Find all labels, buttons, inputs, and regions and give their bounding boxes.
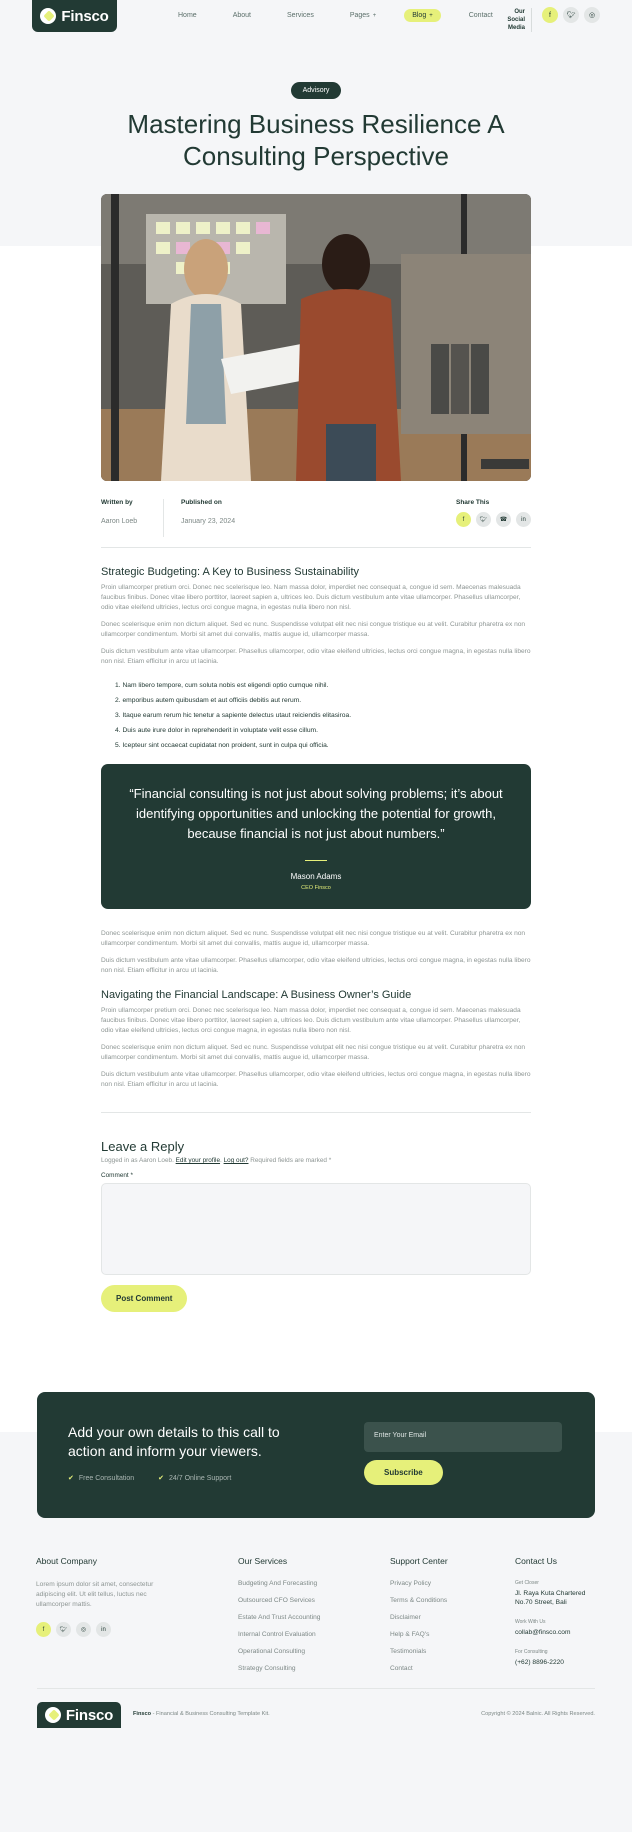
logo-text: Finsco (61, 7, 109, 25)
subscribe-button[interactable]: Subscribe (364, 1460, 443, 1485)
site-footer (36, 1556, 596, 1671)
contact-phone[interactable]: (+62) 8896-2220 (515, 1659, 564, 1666)
page-title: Mastering Business Resilience A Consulting Perspective (127, 109, 505, 171)
nav-blog[interactable] (404, 9, 441, 22)
publish-date: January 23, 2024 (181, 518, 236, 525)
instagram-icon[interactable]: ◎ (76, 1622, 91, 1637)
twitter-icon[interactable]: 🐦︎ (476, 512, 491, 527)
list-item: Icepteur sint occaecat cupidatat non proident, sunt in culpa qui officia. (122, 742, 329, 749)
author-block (101, 499, 164, 537)
instagram-icon[interactable]: ◎ (584, 7, 600, 23)
paragraph: Duis dictum vestibulum ante vitae ullamcorper. Phasellus ullamcorper, odio vitae eleifend ultricies, lectus orci congue magna, in egestas nulla libero non nisl. Etiam efficitur in arcu ut lacinia. (101, 648, 531, 665)
footer-brand: Finsco (133, 1711, 152, 1717)
footer-heading: Contact Us (515, 1556, 558, 1566)
nav-pages-label: Pages (349, 12, 370, 19)
nav-about[interactable]: About (232, 12, 251, 19)
contact-label: Get Closer (515, 1580, 539, 1586)
main-nav (170, 9, 521, 22)
share-label: Share This (456, 499, 490, 506)
plus-icon: + (429, 13, 433, 19)
footer-link[interactable]: Strategy Consulting (238, 1665, 296, 1672)
cta-title: Add your own details to this call to action and inform your viewers. (68, 1424, 280, 1459)
list-item: emporibus autem quibusdam et aut officiis debitis aut rerum. (122, 697, 302, 704)
category-tag[interactable]: Advisory (291, 82, 342, 99)
footer-link[interactable]: Help & FAQ's (390, 1631, 430, 1638)
list-item: Itaque earum rerum hic tenetur a sapiente delectus utaut reiciendis elitasiroa. (122, 712, 352, 719)
footer-link[interactable]: Privacy Policy (390, 1580, 432, 1587)
footer-link[interactable]: Disclaimer (390, 1614, 421, 1621)
cta-feature (68, 1474, 134, 1482)
facebook-icon[interactable]: f (456, 512, 471, 527)
contact-label: Work With Us (515, 1619, 546, 1625)
date-block (164, 499, 235, 537)
post-meta (101, 499, 531, 537)
footer-link[interactable]: Outsourced CFO Services (238, 1597, 315, 1604)
comment-label: Comment * (101, 1172, 133, 1179)
numbered-list (115, 682, 531, 749)
header-social-links (542, 7, 600, 23)
nav-contact[interactable]: Contact (468, 12, 493, 19)
footer-bottom-bar (37, 1702, 595, 1728)
divider (101, 547, 531, 548)
logout-link[interactable]: Log out? (223, 1157, 249, 1164)
footer-about (36, 1556, 171, 1637)
cta-feature-label: 24/7 Online Support (169, 1475, 232, 1482)
blockquote (101, 764, 531, 909)
footer-heading: Support Center (390, 1556, 448, 1566)
contact-label: For Consulting (515, 1649, 548, 1655)
paragraph: Donec scelerisque enim non dictum aliquet. Sed ec nunc. Suspendisse volutpat elit nec nisi congue tristique eu at velit. Curabitur pharetra ex non ullamcorper condimentum. Morbi sit amet dui convallis, mattis augue id, ullamcorper massa. (101, 621, 526, 638)
footer-link[interactable]: Budgeting And Forecasting (238, 1580, 318, 1587)
nav-home[interactable]: Home (178, 12, 197, 19)
quote-author: Mason Adams (290, 872, 342, 881)
paragraph: Duis dictum vestibulum ante vitae ullamcorper. Phasellus ullamcorper, odio vitae eleifend ultricies, lectus orci congue magna, in egestas nulla libero non nisl. Etiam efficitur in arcu ut lacinia. (101, 957, 531, 974)
share-block (456, 499, 531, 527)
cta-feature-label: Free Consultation (78, 1475, 135, 1482)
footer-tagline (133, 1711, 270, 1717)
footer-heading: About Company (36, 1556, 97, 1566)
paragraph: Proin ullamcorper pretium orci. Donec nec scelerisque leo. Nam massa dolor, imperdiet nec consequat a, congue id sem. Maecenas malesuada faucibus finibus. Donec vitae libero porttitor, laoreet sapien a, ultrices leo. Duis dictum vestibulum ante vitae ullamcorper. Phasellus ullamcorper, odio vitae eleifend ultricies, lectus orci congue magna, in egestas nulla libero non nisl. (101, 584, 521, 611)
contact-address: Jl. Raya Kuta Chartered No.70 Street, Bali (515, 1590, 586, 1606)
footer-contact (515, 1556, 596, 1679)
logo-mark-icon (45, 1707, 61, 1723)
social-label: Our Social Media (498, 8, 532, 32)
logo-text: Finsco (65, 1706, 114, 1724)
email-input[interactable]: Enter Your Email (364, 1422, 562, 1452)
list-item: Nam libero tempore, cum soluta nobis est eligendi optio cumque nihil. (122, 682, 329, 689)
logged-in-note: Logged in as Aaron Loeb. Edit your profile. Log out? Required fields are marked * (101, 1157, 332, 1164)
twitter-icon[interactable]: 🐦︎ (56, 1622, 71, 1637)
check-icon: ✔ (158, 1475, 165, 1482)
quote-text: “Financial consulting is not just about solving problems; it’s about identifying opportunities and unlocking the potential for growth, because financial is not just about numbers.” (129, 786, 503, 841)
nav-blog-label: Blog (412, 12, 427, 19)
reply-title: Leave a Reply (101, 1139, 185, 1154)
quote-divider (305, 860, 327, 861)
logo[interactable] (32, 0, 117, 32)
paragraph: Duis dictum vestibulum ante vitae ullamcorper. Phasellus ullamcorper, odio vitae eleifend ultricies, lectus orci congue magna, in egestas nulla libero non nisl. Etiam efficitur in arcu ut lacinia. (101, 1071, 531, 1088)
nav-services[interactable]: Services (286, 12, 314, 19)
paragraph: Donec scelerisque enim non dictum aliquet. Sed ec nunc. Suspendisse volutpat elit nec nisi congue tristique eu at velit. Curabitur pharetra ex non ullamcorper condimentum. Morbi sit amet dui convallis, mattis augue id, ullamcorper massa. (101, 1044, 526, 1061)
paragraph: Donec scelerisque enim non dictum aliquet. Sed ec nunc. Suspendisse volutpat elit nec nisi congue tristique eu at velit. Curabitur pharetra ex non ullamcorper condimentum. Morbi sit amet dui convallis, mattis augue id, ullamcorper massa. (101, 930, 526, 947)
published-label: Published on (181, 499, 222, 506)
cta-feature (158, 1474, 231, 1482)
newsletter-cta (37, 1392, 595, 1518)
written-by-label: Written by (101, 499, 133, 506)
footer-link[interactable]: Operational Consulting (238, 1648, 306, 1655)
list-item: Duis aute irure dolor in reprehenderit in voluptate velit esse cillum. (122, 727, 318, 734)
article-body (101, 566, 531, 1090)
contact-email[interactable]: collab@finsco.com (515, 1629, 571, 1636)
author-name[interactable]: Aaron Loeb (101, 518, 138, 525)
comment-textarea[interactable] (101, 1183, 531, 1275)
post-comment-button[interactable]: Post Comment (101, 1285, 187, 1312)
facebook-icon[interactable]: f (36, 1622, 51, 1637)
edit-profile-link[interactable]: Edit your profile (175, 1157, 221, 1164)
footer-heading: Our Services (238, 1556, 288, 1566)
section-heading: Strategic Budgeting: A Key to Business Sustainability (101, 566, 360, 578)
footer-link[interactable]: Terms & Conditions (390, 1597, 448, 1604)
comment-form (101, 1139, 531, 1312)
footer-link[interactable]: Testimonials (390, 1648, 427, 1655)
required-note: Required fields are marked * (250, 1157, 332, 1164)
footer-link[interactable]: Estate And Trust Accounting (238, 1614, 321, 1621)
paragraph: Proin ullamcorper pretium orci. Donec nec scelerisque leo. Nam massa dolor, imperdiet nec consequat a, congue id sem. Maecenas malesuada faucibus finibus. Donec vitae libero porttitor, laoreet sapien a, ultrices leo. Duis dictum vestibulum ante vitae ullamcorper. Phasellus ullamcorper, odio vitae eleifend ultricies, lectus orci congue magna, in egestas nulla libero non nisl. (101, 1007, 521, 1034)
copyright: Copyright © 2024 Balnic. All Rights Reserved. (481, 1711, 595, 1717)
logo-mark-icon (40, 8, 56, 24)
footer-services (238, 1556, 320, 1682)
footer-about-text: Lorem ipsum dolor sit amet, consectetur adipiscing elit. Ut elit tellus, luctus nec ullamcorper mattis. (36, 1581, 154, 1608)
linkedin-icon[interactable]: in (96, 1622, 111, 1637)
logged-in-text: Logged in as Aaron Loeb. (101, 1157, 174, 1164)
twitter-icon[interactable]: 🐦︎ (563, 7, 579, 23)
nav-pages[interactable] (342, 9, 384, 22)
hero-image (101, 194, 531, 481)
plus-icon: + (372, 13, 377, 19)
section-heading: Navigating the Financial Landscape: A Business Owner’s Guide (101, 989, 412, 1001)
site-header (0, 0, 632, 32)
facebook-icon[interactable]: f (542, 7, 558, 23)
footer-link[interactable]: Contact (390, 1665, 413, 1672)
footer-link[interactable]: Internal Control Evaluation (238, 1631, 316, 1638)
quote-role: CEO Finsco (301, 885, 331, 891)
footer-support (390, 1556, 448, 1682)
divider (37, 1688, 595, 1689)
check-icon: ✔ (68, 1475, 74, 1482)
footer-desc: - Financial & Business Consulting Template Kit. (151, 1711, 270, 1717)
footer-logo[interactable] (37, 1702, 121, 1728)
whatsapp-icon[interactable]: ☎ (496, 512, 511, 527)
linkedin-icon[interactable]: in (516, 512, 531, 527)
divider (101, 1112, 531, 1113)
